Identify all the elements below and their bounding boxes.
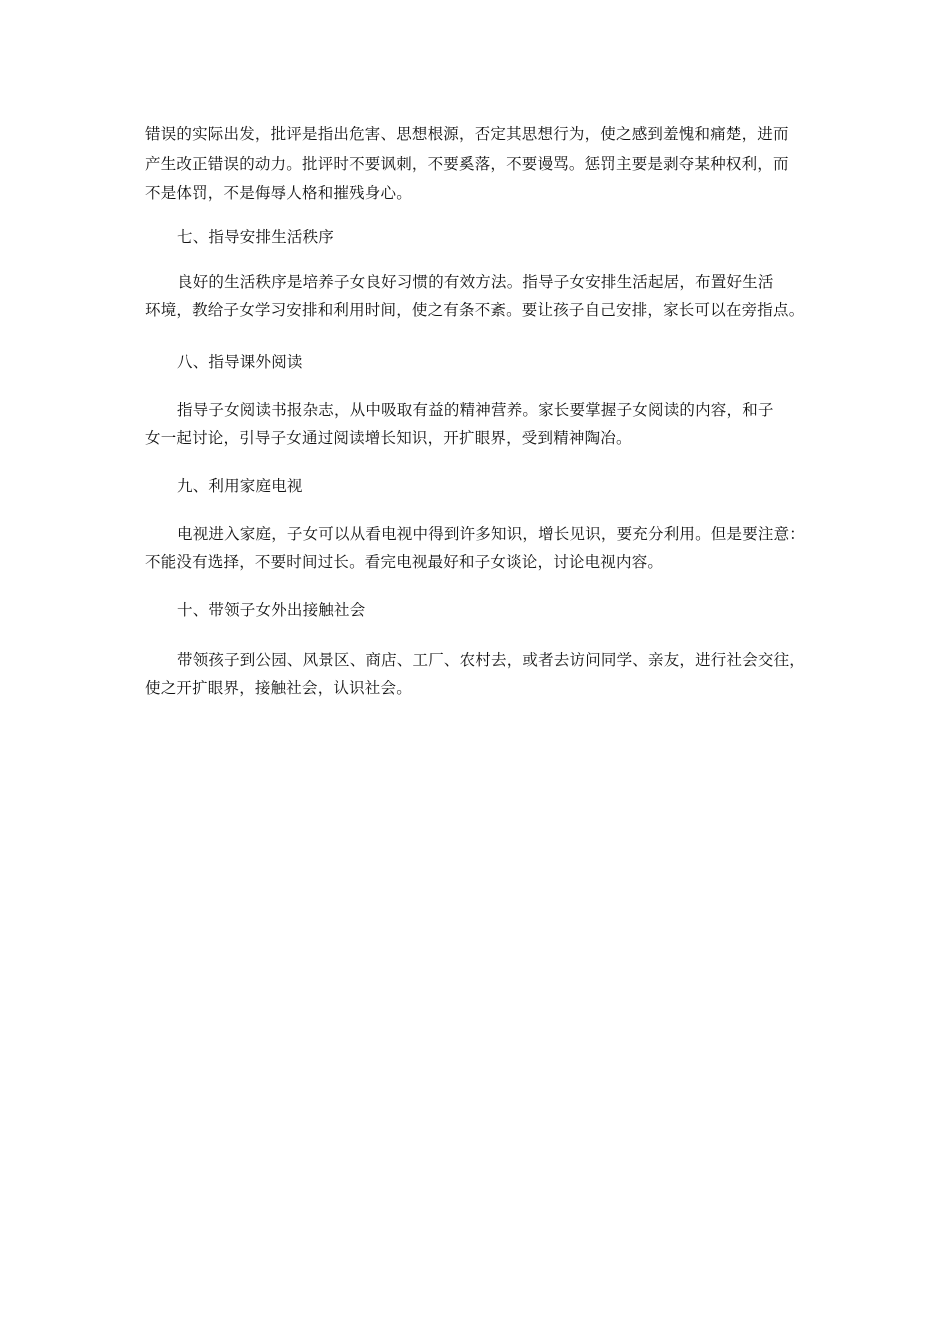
paragraph-8-line-2 bbox=[0, 428, 950, 448]
paragraph-1-line-2 bbox=[0, 154, 950, 174]
paragraph-7-line-2 bbox=[0, 300, 950, 320]
text-line: 使之开扩眼界，接触社会，认识社会。 bbox=[145, 679, 412, 697]
text-line: 不是体罚，不是侮辱人格和摧残身心。 bbox=[145, 184, 412, 202]
paragraph-9-line-1 bbox=[0, 524, 950, 544]
section-heading-8 bbox=[0, 352, 950, 372]
paragraph-1-line-3 bbox=[0, 183, 950, 203]
paragraph-10-line-2 bbox=[0, 678, 950, 698]
paragraph-9-line-2 bbox=[0, 552, 950, 572]
text-line: 错误的实际出发，批评是指出危害、思想根源，否定其思想行为，使之感到羞愧和痛楚，进而 bbox=[145, 125, 789, 143]
heading-text: 七、指导安排生活秩序 bbox=[177, 228, 335, 246]
text-line: 指导子女阅读书报杂志，从中吸取有益的精神营养。家长要掌握子女阅读的内容，和子 bbox=[177, 401, 774, 419]
section-heading-9 bbox=[0, 476, 950, 496]
text-line: 带领孩子到公园、风景区、商店、工厂、农村去，或者去访问同学、亲友，进行社会交往， bbox=[177, 651, 806, 669]
paragraph-8-line-1 bbox=[0, 400, 950, 420]
text-line: 产生改正错误的动力。批评时不要讽刺，不要奚落，不要谩骂。惩罚主要是剥夺某种权利，而 bbox=[145, 155, 789, 173]
section-heading-7 bbox=[0, 227, 950, 247]
text-line: 环境，教给子女学习安排和利用时间，使之有条不紊。要让孩子自己安排，家长可以在旁指点。 bbox=[145, 301, 805, 319]
paragraph-1-line-1 bbox=[0, 124, 950, 144]
heading-text: 九、利用家庭电视 bbox=[177, 477, 303, 495]
heading-text: 八、指导课外阅读 bbox=[177, 353, 303, 371]
text-line: 女一起讨论，引导子女通过阅读增长知识，开扩眼界，受到精神陶冶。 bbox=[145, 429, 632, 447]
paragraph-10-line-1 bbox=[0, 650, 950, 670]
paragraph-7-line-1 bbox=[0, 272, 950, 292]
heading-text: 十、带领子女外出接触社会 bbox=[177, 601, 366, 619]
text-line: 电视进入家庭，子女可以从看电视中得到许多知识，增长见识，要充分利用。但是要注意： bbox=[177, 525, 806, 543]
text-line: 良好的生活秩序是培养子女良好习惯的有效方法。指导子女安排生活起居，布置好生活 bbox=[177, 273, 774, 291]
section-heading-10 bbox=[0, 600, 950, 620]
text-line: 不能没有选择，不要时间过长。看完电视最好和子女谈论，讨论电视内容。 bbox=[145, 553, 664, 571]
